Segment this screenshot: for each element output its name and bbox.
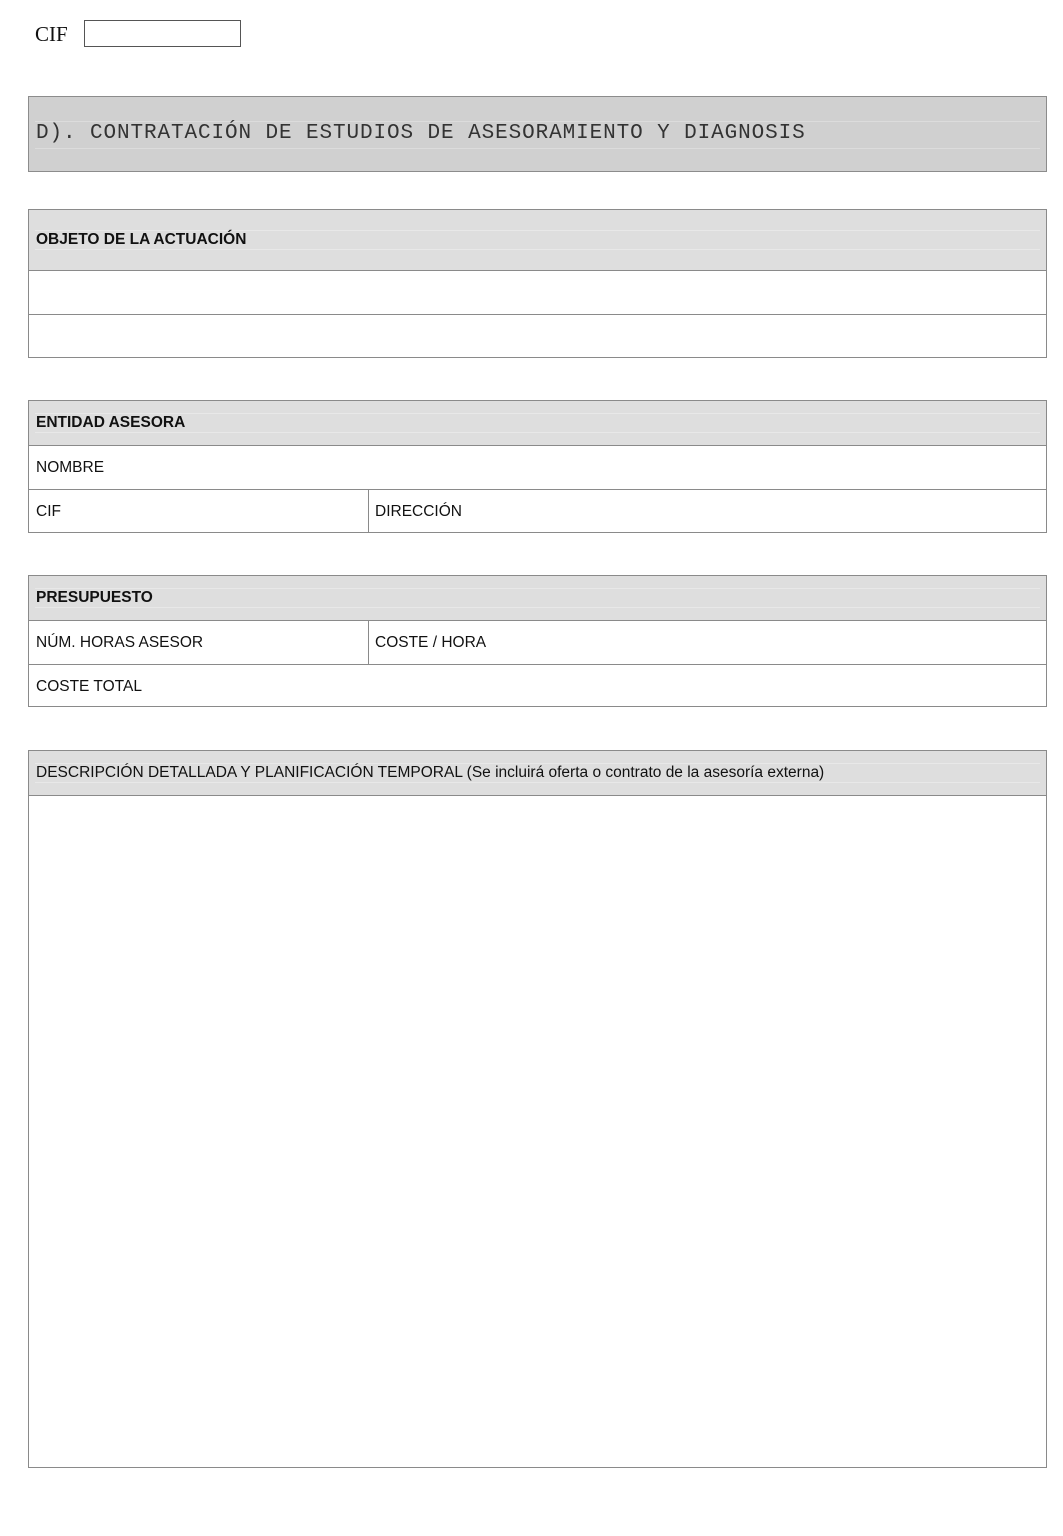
objeto-header	[29, 210, 1046, 271]
horas-asesor-cell[interactable]	[29, 621, 369, 664]
presupuesto-heading: PRESUPUESTO	[36, 589, 153, 606]
presupuesto-horas-row	[29, 621, 1046, 665]
coste-total-row[interactable]	[29, 665, 1046, 708]
header-stripe	[35, 588, 1040, 608]
entidad-cif-label: CIF	[36, 503, 61, 520]
coste-hora-cell[interactable]	[368, 621, 1046, 664]
entidad-direccion-label: DIRECCIÓN	[375, 503, 462, 520]
objeto-line-1[interactable]	[29, 271, 1046, 315]
objeto-section	[28, 209, 1047, 358]
coste-total-label: COSTE TOTAL	[36, 678, 142, 695]
entidad-direccion-cell[interactable]	[368, 490, 1046, 533]
entidad-heading: ENTIDAD ASESORA	[36, 414, 186, 431]
presupuesto-section	[28, 575, 1047, 707]
entidad-section	[28, 400, 1047, 533]
entidad-header	[29, 401, 1046, 446]
page-title: D). CONTRATACIÓN DE ESTUDIOS DE ASESORAMIENTO Y DIAGNOSIS	[36, 122, 806, 145]
entidad-cif-direccion-row	[29, 490, 1046, 533]
entidad-nombre-row[interactable]	[29, 446, 1046, 490]
entidad-cif-cell[interactable]	[29, 490, 369, 533]
header-stripe	[35, 413, 1040, 433]
horas-asesor-label: NÚM. HORAS ASESOR	[36, 634, 204, 651]
cif-input[interactable]	[84, 20, 241, 47]
coste-hora-label: COSTE / HORA	[375, 634, 487, 651]
objeto-heading: OBJETO DE LA ACTUACIÓN	[36, 231, 247, 248]
entidad-nombre-label: NOMBRE	[36, 459, 105, 476]
descripcion-section	[28, 750, 1047, 1468]
section-title-bar	[28, 96, 1047, 172]
cif-label: CIF	[35, 22, 68, 46]
descripcion-text-area[interactable]	[29, 796, 1046, 1468]
presupuesto-header	[29, 576, 1046, 621]
objeto-line-2[interactable]	[29, 315, 1046, 358]
descripcion-heading: DESCRIPCIÓN DETALLADA Y PLANIFICACIÓN TEMPORAL (Se incluirá oferta o contrato de la asesoría externa)	[36, 764, 825, 781]
descripcion-header	[29, 751, 1046, 796]
